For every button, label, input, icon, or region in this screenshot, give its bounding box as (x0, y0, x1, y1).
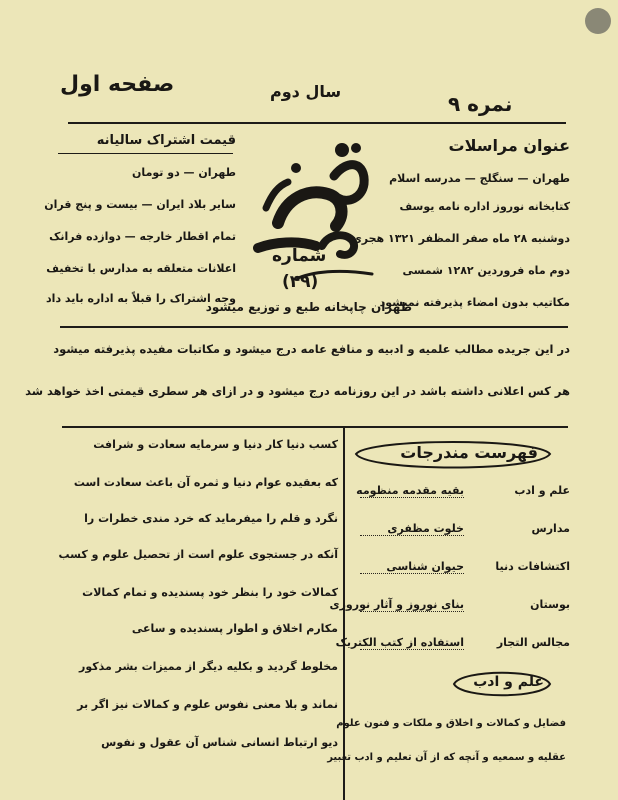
section-line-2: عقلیه و سمعیه و آنچه که از آن تعلیم و ادب تعبیر (327, 752, 566, 763)
contents-item-1-left: علم و ادب (514, 484, 570, 497)
article-line-2: که بعقیده عوام دنیا و ثمره آن باعث سعادت است (73, 476, 338, 489)
contents-item-3-right: حیوان شناسی (360, 560, 464, 574)
correspondence-line-4: دوم ماه فروردین ۱۲۸۲ شمسی (402, 264, 570, 277)
banner-line-2: هر کس اعلانی داشته باشد در این روزنامه درج میشود و در ازای هر سطری قیمتی اخذ خواهد شد (25, 384, 570, 398)
section-heading: علم و ادب (473, 674, 544, 690)
subscription-line-4: اعلانات متعلقه به مدارس با تخفیف (46, 262, 236, 275)
page-number-label: صفحه اول (60, 72, 175, 97)
contents-item-5-left: مجالس التجار (496, 636, 570, 649)
article-line-4: آنکه در جستجوی علوم است از تحصیل علوم و کسب (58, 548, 338, 561)
masthead-issue-number: (۴۹) (282, 272, 319, 292)
correspondence-line-3: دوشنبه ۲۸ ماه صفر المظفر ۱۳۲۱ هجری (351, 232, 570, 245)
masthead-logo (238, 128, 388, 296)
correspondence-heading: عنوان مراسلات (448, 136, 570, 155)
article-line-9: دیو ارتباط انسانی شناس آن عقول و نفوس (101, 736, 338, 749)
subscription-heading: قیمت اشتراک سالیانه (96, 133, 236, 148)
article-line-3: نگرد و قلم را میفرماید که خرد مندی خطرات را (84, 512, 338, 525)
subscription-line-3: تمام اقطار خارجه — دوازده فرانک (49, 230, 236, 243)
article-line-7: مخلوط گردید و بکلیه دیگر از ممیزات بشر مذکور (79, 660, 338, 673)
banner-bottom-rule (62, 426, 568, 428)
contents-item-2-left: مدارس (531, 522, 570, 535)
correspondence-line-1: طهران — سنگلج — مدرسه اسلام (389, 172, 570, 185)
contents-item-3-left: اکتشافات دنیا (495, 560, 570, 573)
masthead-tagline: طهران چاپخانه طبع و توزیع میشود (205, 300, 412, 314)
contents-item-4-right: بنای نوروز و آثار نوروزی (329, 598, 464, 611)
subscription-rule (58, 153, 233, 154)
year-label: سال دوم (270, 82, 342, 101)
article-line-8: نماند و بلا معنی نفوس علوم و کمالات نیز اگر بر (77, 698, 338, 711)
banner-line-1: در این جریده مطالب علمیه و ادبیه و منافع عامه درج میشود و مکاتبات مفیده پذیرفته میشود (53, 342, 570, 356)
article-line-1: کسب دنیا کار دنیا و سرمایه سعادت و شرافت (93, 438, 338, 451)
ink-blot (585, 8, 611, 34)
masthead-bottom-rule (60, 326, 568, 328)
column-divider (343, 426, 345, 800)
masthead-subtitle: شماره (272, 246, 327, 266)
contents-item-4-left: بوستان (530, 598, 570, 611)
subscription-line-5: وجه اشتراک را قبلاً به اداره باید داد (46, 292, 236, 305)
header-rule (68, 122, 566, 124)
contents-item-1-right: بقیه مقدمه منظومه (356, 484, 464, 497)
subscription-line-2: سایر بلاد ایران — بیست و پنج قران (44, 198, 236, 211)
article-line-6: مکارم اخلاق و اطوار پسندیده و ساعی (131, 622, 338, 635)
subscription-line-1: طهران — دو تومان (132, 166, 236, 179)
contents-item-5-right: استفاده از کتب الکتریک (335, 636, 464, 649)
article-line-5: کمالات خود را بنظر خود پسندیده و تمام کمالات (82, 586, 338, 599)
correspondence-line-5: مکاتیب بدون امضاء پذیرفته نمیشود (379, 296, 570, 309)
contents-heading: فهرست مندرجات (400, 443, 538, 462)
masthead-logo-art (238, 128, 388, 296)
issue-number-label: نمره ۹ (448, 92, 513, 116)
contents-item-2-right: خلوت مظفری (360, 522, 464, 536)
section-line-1: فضایل و کمالات و اخلاق و ملکات و فنون علوم (336, 718, 566, 729)
correspondence-line-2: کتابخانه نوروز اداره نامه یوسف (399, 200, 570, 213)
